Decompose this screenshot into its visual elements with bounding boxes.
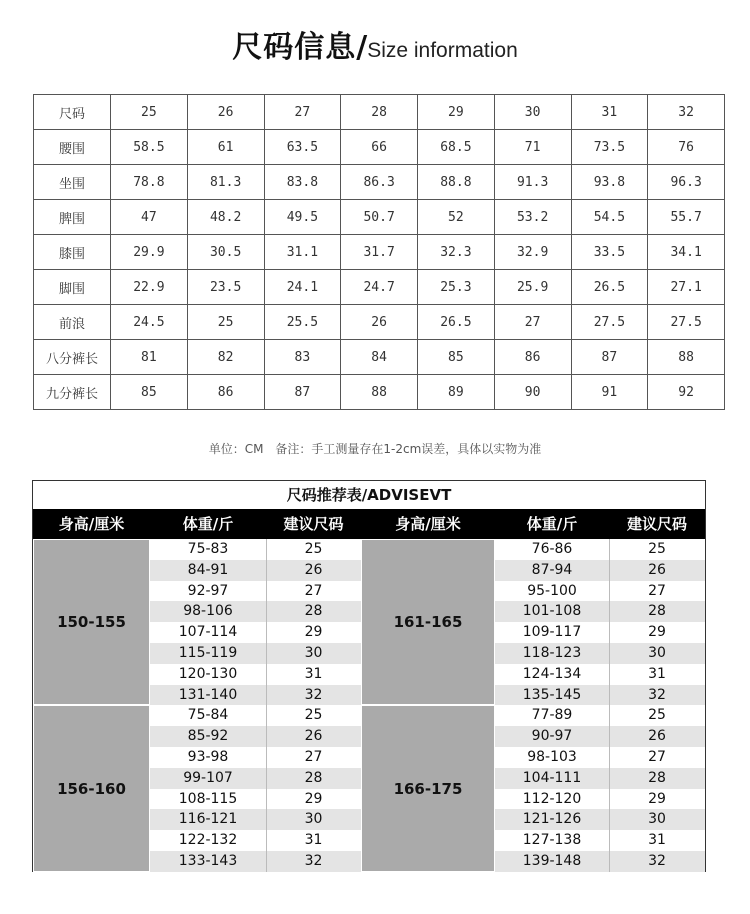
recommendation-header-cell: 身高/厘米 — [58, 515, 125, 533]
recommendation-row — [150, 539, 361, 560]
suggested-size: 28 — [304, 603, 323, 620]
size-cell: 88 — [341, 375, 418, 410]
size-cell: 30 — [494, 95, 571, 130]
size-cell: 24.7 — [341, 270, 418, 305]
size-cell: 27 — [494, 305, 571, 340]
size-cell: 25.3 — [418, 270, 495, 305]
size-cell: 49.5 — [264, 200, 341, 235]
size-cell: 91 — [571, 375, 648, 410]
suggested-size: 26 — [648, 561, 666, 578]
weight-range: 85-92 — [187, 728, 229, 745]
recommendation-row — [495, 622, 705, 643]
size-row-label: 坐围 — [34, 165, 111, 200]
suggested-size: 32 — [648, 853, 666, 869]
size-cell: 93.8 — [571, 165, 648, 200]
recommendation-row — [495, 789, 705, 810]
size-cell: 31 — [571, 95, 648, 130]
size-table — [33, 94, 725, 410]
size-cell: 86 — [494, 340, 571, 375]
recommendation-row — [495, 685, 705, 706]
suggested-size: 30 — [648, 645, 666, 661]
size-cell: 29.9 — [111, 235, 188, 270]
size-cell: 33.5 — [571, 235, 648, 270]
recommendation-row — [495, 768, 705, 789]
size-cell: 26 — [187, 95, 264, 130]
size-cell: 86 — [187, 375, 264, 410]
measurement-note — [0, 440, 750, 457]
recommendation-row — [150, 851, 361, 872]
size-cell: 31.7 — [341, 235, 418, 270]
recommendation-row — [495, 726, 705, 747]
suggested-size: 28 — [648, 769, 666, 786]
weight-range: 95-100 — [527, 582, 577, 599]
recommendation-row — [150, 830, 361, 851]
title-separator: / — [356, 30, 368, 65]
size-cell: 26.5 — [418, 305, 495, 340]
size-cell: 32.9 — [494, 235, 571, 270]
recommendation-row — [495, 830, 705, 851]
size-row — [34, 235, 725, 270]
recommendation-header — [33, 509, 705, 539]
recommendation-row — [150, 809, 361, 830]
size-cell: 50.7 — [341, 200, 418, 235]
weight-range: 118-123 — [522, 645, 582, 661]
size-cell: 31.1 — [264, 235, 341, 270]
suggested-size: 26 — [304, 728, 323, 745]
size-cell: 26 — [341, 305, 418, 340]
weight-range: 127-138 — [522, 832, 582, 849]
size-row-label: 八分裤长 — [34, 340, 111, 375]
suggested-size: 32 — [648, 686, 666, 703]
size-cell: 92 — [648, 375, 725, 410]
size-cell: 88.8 — [418, 165, 495, 200]
size-row — [34, 200, 725, 235]
weight-range: 101-108 — [522, 603, 582, 620]
size-cell: 71 — [494, 130, 571, 165]
weight-range: 135-145 — [522, 686, 582, 703]
suggested-size: 28 — [648, 603, 666, 620]
recommendation-row — [495, 581, 705, 602]
size-row — [34, 375, 725, 410]
size-cell: 30.5 — [187, 235, 264, 270]
suggested-size: 26 — [304, 561, 323, 578]
title-cn: 尺码信息 — [232, 30, 357, 65]
weight-range: 104-111 — [522, 769, 582, 786]
weight-range: 90-97 — [531, 728, 573, 745]
recommendation-row — [495, 539, 705, 560]
recommendation-row — [150, 789, 361, 810]
recommendation-row — [150, 726, 361, 747]
suggested-size: 25 — [648, 707, 666, 724]
suggested-size: 31 — [648, 665, 666, 682]
size-cell: 55.7 — [648, 200, 725, 235]
size-cell: 89 — [418, 375, 495, 410]
size-cell: 23.5 — [187, 270, 264, 305]
size-cell: 87 — [571, 340, 648, 375]
size-cell: 83.8 — [264, 165, 341, 200]
suggested-size: 27 — [304, 582, 323, 599]
height-range-cell: 166-175 — [361, 705, 495, 871]
recommendation-row — [150, 685, 361, 706]
size-cell: 61 — [187, 130, 264, 165]
size-cell: 47 — [111, 200, 188, 235]
size-row-label: 尺码 — [34, 95, 111, 130]
weight-range: 84-91 — [187, 561, 229, 578]
size-cell: 25.9 — [494, 270, 571, 305]
weight-range: 139-148 — [522, 853, 582, 869]
weight-range: 115-119 — [178, 645, 238, 661]
recommendation-row — [150, 747, 361, 768]
recommendation-table — [32, 480, 706, 872]
recommendation-row — [150, 643, 361, 664]
size-cell: 88 — [648, 340, 725, 375]
size-cell: 29 — [418, 95, 495, 130]
weight-range: 75-83 — [187, 541, 229, 557]
recommendation-row — [150, 768, 361, 789]
recommendation-header-cell: 体重/斤 — [182, 515, 234, 533]
size-row — [34, 130, 725, 165]
recommendation-row — [495, 705, 705, 726]
weight-range: 120-130 — [178, 665, 238, 682]
weight-range: 131-140 — [178, 686, 238, 703]
weight-range: 92-97 — [187, 582, 229, 599]
size-row-label: 腰围 — [34, 130, 111, 165]
weight-range: 98-106 — [183, 603, 233, 620]
size-cell: 83 — [264, 340, 341, 375]
suggested-size: 30 — [304, 645, 323, 661]
suggested-size: 27 — [648, 749, 666, 765]
size-row-label: 脾围 — [34, 200, 111, 235]
weight-range: 99-107 — [183, 769, 233, 786]
size-row-label: 脚围 — [34, 270, 111, 305]
recommendation-row — [495, 643, 705, 664]
weight-range: 76-86 — [531, 541, 573, 557]
weight-range: 93-98 — [187, 749, 229, 765]
recommendation-row — [495, 747, 705, 768]
size-cell: 25.5 — [264, 305, 341, 340]
suggested-size: 31 — [304, 665, 323, 682]
size-cell: 63.5 — [264, 130, 341, 165]
recommendation-header-cell: 建议尺码 — [283, 515, 344, 533]
weight-range: 77-89 — [531, 707, 573, 724]
recommendation-row — [150, 622, 361, 643]
size-row — [34, 305, 725, 340]
weight-range: 87-94 — [531, 561, 573, 578]
column-divider — [609, 705, 610, 871]
suggested-size: 25 — [304, 541, 323, 557]
recommendation-row — [150, 664, 361, 685]
column-divider — [266, 539, 267, 705]
page-title — [0, 22, 750, 66]
recommendation-row — [495, 664, 705, 685]
suggested-size: 29 — [648, 790, 666, 807]
suggested-size: 27 — [648, 582, 666, 599]
size-cell: 27.5 — [571, 305, 648, 340]
size-cell: 78.8 — [111, 165, 188, 200]
size-cell: 96.3 — [648, 165, 725, 200]
weight-range: 121-126 — [522, 811, 582, 828]
weight-range: 109-117 — [522, 624, 582, 641]
weight-range: 112-120 — [522, 790, 582, 807]
recommendation-header-cell: 体重/斤 — [526, 515, 578, 533]
size-cell: 26.5 — [571, 270, 648, 305]
weight-range: 75-84 — [187, 707, 229, 724]
size-cell: 68.5 — [418, 130, 495, 165]
size-cell: 32.3 — [418, 235, 495, 270]
size-cell: 86.3 — [341, 165, 418, 200]
suggested-size: 27 — [304, 749, 323, 765]
height-range-cell: 156-160 — [33, 705, 150, 871]
suggested-size: 26 — [648, 728, 666, 745]
size-row — [34, 165, 725, 200]
suggested-size: 29 — [648, 624, 666, 641]
size-cell: 81.3 — [187, 165, 264, 200]
size-cell: 25 — [111, 95, 188, 130]
size-cell: 58.5 — [111, 130, 188, 165]
size-cell: 27 — [264, 95, 341, 130]
weight-range: 107-114 — [178, 624, 238, 641]
weight-range: 98-103 — [527, 749, 577, 765]
height-range-cell: 161-165 — [361, 539, 495, 705]
size-cell: 66 — [341, 130, 418, 165]
size-cell: 76 — [648, 130, 725, 165]
size-cell: 27.1 — [648, 270, 725, 305]
size-cell: 91.3 — [494, 165, 571, 200]
column-divider — [609, 539, 610, 705]
title-en: Size information — [367, 39, 518, 62]
recommendation-row — [150, 705, 361, 726]
recommendation-row — [495, 809, 705, 830]
suggested-size: 32 — [304, 853, 323, 869]
weight-range: 122-132 — [178, 832, 238, 849]
column-divider — [266, 705, 267, 871]
size-cell: 85 — [418, 340, 495, 375]
size-cell: 48.2 — [187, 200, 264, 235]
size-cell: 84 — [341, 340, 418, 375]
size-cell: 90 — [494, 375, 571, 410]
weight-range: 124-134 — [522, 665, 582, 682]
size-cell: 73.5 — [571, 130, 648, 165]
weight-range: 133-143 — [178, 853, 238, 869]
size-cell: 52 — [418, 200, 495, 235]
recommendation-row — [495, 601, 705, 622]
recommendation-row — [495, 560, 705, 581]
size-row — [34, 340, 725, 375]
suggested-size: 31 — [304, 832, 323, 849]
size-cell: 24.1 — [264, 270, 341, 305]
size-cell: 82 — [187, 340, 264, 375]
size-cell: 32 — [648, 95, 725, 130]
recommendation-row — [150, 581, 361, 602]
size-cell: 34.1 — [648, 235, 725, 270]
size-cell: 27.5 — [648, 305, 725, 340]
suggested-size: 32 — [304, 686, 323, 703]
size-cell: 54.5 — [571, 200, 648, 235]
suggested-size: 28 — [304, 769, 323, 786]
size-row-label: 前浪 — [34, 305, 111, 340]
recommendation-title: 尺码推荐表/ADVISEVT — [286, 486, 452, 504]
suggested-size: 29 — [304, 624, 323, 641]
recommendation-header-cell: 身高/厘米 — [395, 515, 461, 533]
unit-text: 单位：CM — [208, 442, 264, 456]
suggested-size: 25 — [648, 541, 666, 557]
size-cell: 25 — [187, 305, 264, 340]
recommendation-header-cell: 建议尺码 — [626, 515, 687, 533]
suggested-size: 29 — [304, 790, 323, 807]
weight-range: 108-115 — [178, 790, 238, 807]
size-row — [34, 95, 725, 130]
size-cell: 85 — [111, 375, 188, 410]
size-row-label: 九分裤长 — [34, 375, 111, 410]
suggested-size: 30 — [648, 811, 666, 828]
size-cell: 81 — [111, 340, 188, 375]
remark-text: 备注：手工测量存在1-2cm误差，具体以实物为准 — [275, 442, 542, 456]
suggested-size: 30 — [304, 811, 323, 828]
size-row-label: 膝围 — [34, 235, 111, 270]
size-cell: 22.9 — [111, 270, 188, 305]
weight-range: 116-121 — [178, 811, 238, 828]
size-cell: 24.5 — [111, 305, 188, 340]
height-range-cell: 150-155 — [33, 539, 150, 705]
recommendation-row — [150, 560, 361, 581]
suggested-size: 25 — [304, 707, 323, 724]
size-cell: 28 — [341, 95, 418, 130]
size-cell: 53.2 — [494, 200, 571, 235]
size-row — [34, 270, 725, 305]
suggested-size: 31 — [648, 832, 666, 849]
recommendation-row — [150, 601, 361, 622]
recommendation-row — [495, 851, 705, 872]
size-cell: 87 — [264, 375, 341, 410]
